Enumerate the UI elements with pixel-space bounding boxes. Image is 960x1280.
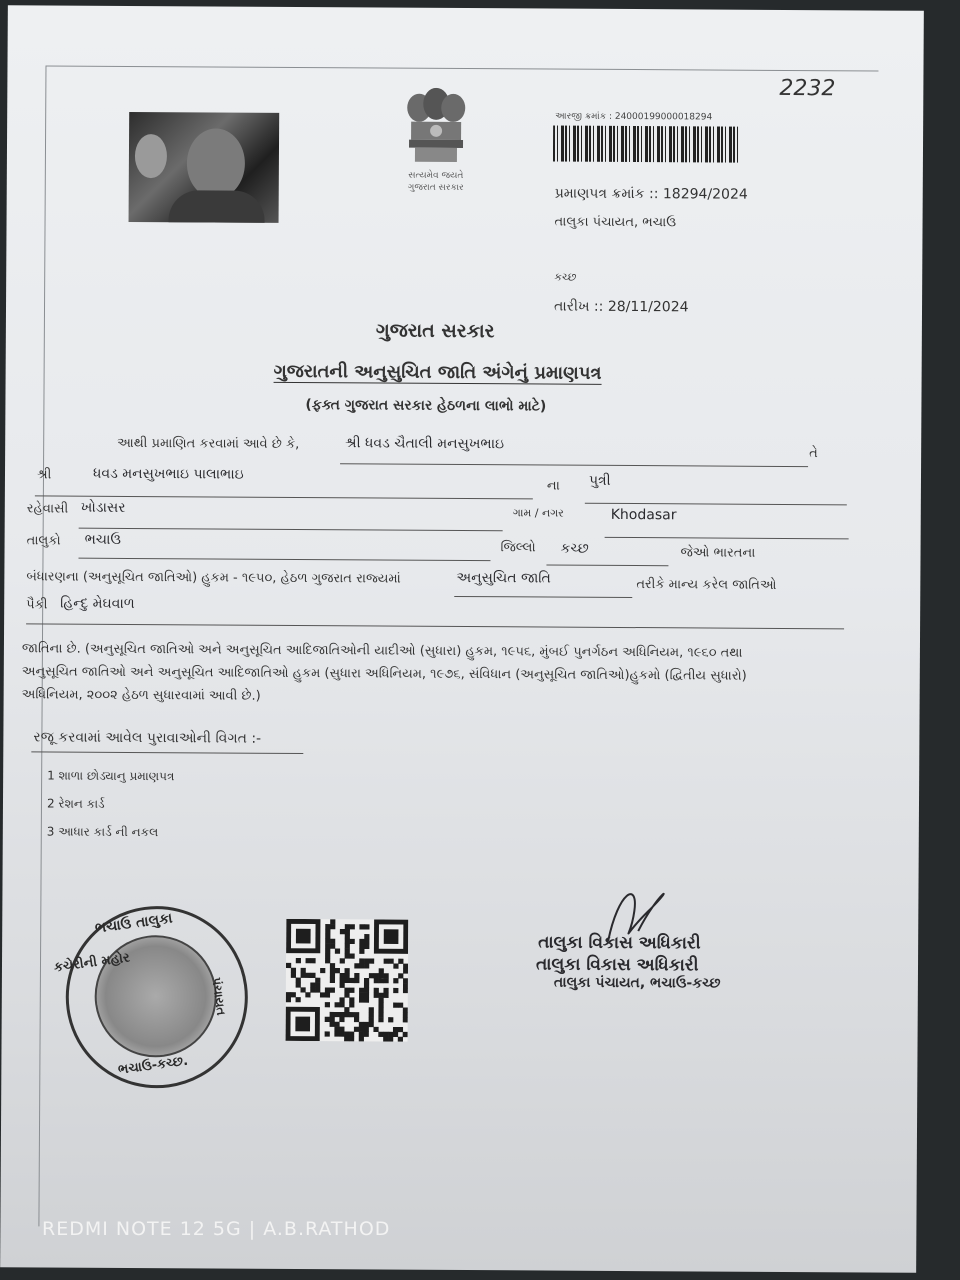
government-title: ગુજરાત સરકાર bbox=[375, 319, 495, 343]
caste-category: અનુસુચિત જાતિ bbox=[456, 569, 551, 587]
qr-code bbox=[286, 919, 409, 1042]
issue-date: 28/11/2024 bbox=[607, 298, 689, 316]
relation-value: પુત્રી bbox=[588, 472, 611, 489]
paragraph-line-3: અધિનિયમ, ૨૦૦૨ હેઠળ સુધારવામાં આવી છે.) bbox=[21, 687, 261, 704]
certificate-subtitle: (ફક્ત ગુજરાત સરકાર હેઠળના લાભો માટે) bbox=[305, 397, 547, 415]
father-name: ધવડ મનસુખભાઇ પાલાભાઇ bbox=[92, 465, 244, 483]
district-value: કચ્છ bbox=[560, 540, 589, 557]
date-label: તારીખ :: bbox=[553, 298, 604, 315]
village-value: Khodasar bbox=[610, 506, 677, 524]
seal-left-text: કચેરીની મહોર bbox=[53, 950, 131, 976]
caste-value: હિન્દુ મેઘવાળ bbox=[60, 595, 135, 612]
qr-code-icon bbox=[286, 919, 409, 1042]
taluka-label: તાલુકો bbox=[26, 533, 61, 549]
evidence-heading: રજૂ કરવામાં આવેલ પુરાવાઓની વિગત :- bbox=[33, 729, 262, 747]
signature-line-2: તાલુકા વિકાસ અધિકારી bbox=[535, 954, 699, 976]
constitution-label: બંધારણના (અનુસૂચિત જાતિઓ) હુકમ - ૧૯૫૦, હેઠળ ગુજરાત રાજ્યમાં bbox=[26, 569, 401, 587]
relation-label: ના bbox=[546, 478, 560, 494]
certificate-number-label: પ્રમાણપત્ર ક્રમાંક :: bbox=[554, 185, 659, 203]
emblem-gov-name: ગુજરાત સરકાર bbox=[407, 182, 464, 194]
certificate-paper bbox=[0, 5, 924, 1273]
signature-line-1: તાલુકા વિકાસ અધિકારી bbox=[538, 932, 701, 954]
evidence-item: 3 આધાર કાર્ડ ની નકલ bbox=[46, 824, 159, 840]
date-row bbox=[554, 299, 689, 316]
seal-bottom-text: ભચાઉ-કચ્છ. bbox=[117, 1053, 189, 1078]
district-label: જિલ્લો bbox=[500, 540, 536, 556]
resident-label: રહેવાસી bbox=[26, 501, 69, 517]
applicant-photo bbox=[129, 112, 280, 223]
barcode bbox=[553, 126, 739, 163]
evidence-item: 2 રેશન કાર્ડ bbox=[46, 796, 105, 811]
caste-prefix: પૈકી bbox=[26, 597, 48, 613]
india-label: જેઓ ભારતના bbox=[680, 545, 756, 561]
applicant-suffix: તે bbox=[809, 446, 818, 462]
paragraph-line-1: જાતિના છે. (અનુસૂચિત જાતિઓ અને અનુસૂચિત આદિજાતિઓની યાદીઓ (સુધારા) હુકમ, ૧૯૫૬, મુંબઈ પુનર્ગઠન અધિનિયમ, ૧૯૬૦ તથા bbox=[21, 641, 743, 661]
evidence-item: 1 શાળા છોડ્યાનુ પ્રમાણપત્ર bbox=[47, 768, 175, 784]
resident-value: ખોડાસર bbox=[80, 499, 126, 516]
seal-emblem bbox=[87, 928, 224, 1065]
emblem bbox=[393, 88, 480, 199]
seal-top-text: ભચાઉ તાલુકા bbox=[94, 910, 174, 937]
seal-right-text: પંચાયત bbox=[209, 976, 229, 1017]
signature-line-3: તાલુકા પંચાયત, ભચાઉ-કચ્છ bbox=[553, 974, 721, 992]
handwritten-number: 2232 bbox=[779, 75, 836, 102]
father-prefix: શ્રી bbox=[36, 467, 52, 483]
applicant-name: શ્રી ધવડ ચૈતાલી મનસુખભાઇ bbox=[345, 435, 505, 453]
certificate-number: 18294/2024 bbox=[662, 186, 748, 203]
evidence-list bbox=[47, 761, 175, 846]
issuing-district: કચ્છ bbox=[554, 270, 577, 284]
village-label: ગામ / નગર bbox=[512, 506, 564, 520]
emblem-motto: સત્યમેવ જયતે bbox=[408, 170, 464, 181]
recognized-label: તરીકે માન્ય કરેલ જાતિઓ bbox=[636, 577, 777, 593]
certify-label: આથી પ્રમાણિત કરવામાં આવે છે કે, bbox=[117, 435, 300, 453]
certificate-number-row bbox=[555, 186, 748, 203]
taluka-value: ભચાઉ bbox=[84, 531, 122, 548]
barcode-number: આરજી ક્રમાંક : 24000199000018294 bbox=[555, 111, 713, 123]
certificate-title: ગુજરાતની અનુસુચિત જાતિ અંગેનું પ્રમાણપત્ર bbox=[273, 360, 602, 384]
paragraph-line-2: અનુસૂચિત જાતિઓ અને અનુસૂચિત આદિજાતિઓ હુકમ (સુધારા અધિનિયમ, ૧૯૭૬, સંવિધાન (અનુસૂચિત જાતિઓ)હુકમો (દ્વિતીય સુધારો) bbox=[21, 664, 747, 684]
legal-paragraph bbox=[22, 637, 747, 710]
national-emblem-icon bbox=[401, 88, 471, 166]
issuing-office: તાલુકા પંચાયત, ભચાઉ bbox=[554, 214, 677, 231]
camera-watermark: REDMI NOTE 12 5G | A.B.RATHOD bbox=[42, 1218, 391, 1240]
